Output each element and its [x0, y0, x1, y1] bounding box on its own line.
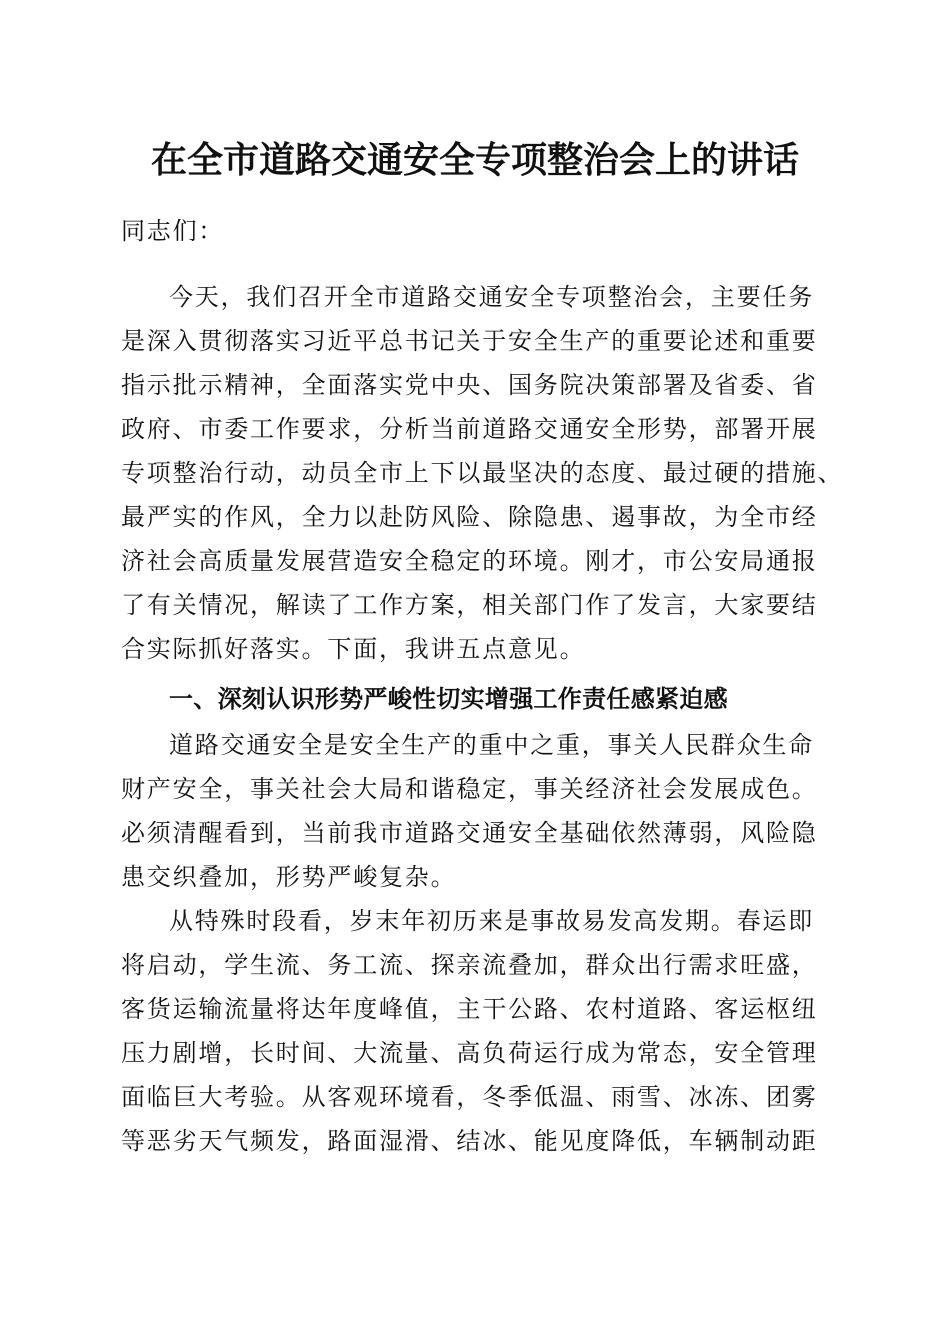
- paragraph-line: 压力剧增，长时间、大流量、高负荷运行成为常态，安全管理: [121, 1039, 818, 1067]
- paragraph-line: 患交织叠加，形势严峻复杂。: [121, 863, 457, 891]
- paragraph-line: 道路交通安全是安全生产的重中之重，事关人民群众生命: [169, 731, 814, 759]
- paragraph-line: 是深入贯彻落实习近平总书记关于安全生产的重要论述和重要: [121, 327, 818, 355]
- paragraph-line: 等恶劣天气频发，路面湿滑、结冰、能见度降低，车辆制动距: [121, 1127, 818, 1155]
- paragraph-line: 客货运输流量将达年度峰值，主干公路、农村道路、客运枢纽: [121, 995, 818, 1023]
- paragraph-line: 合实际抓好落实。下面，我讲五点意见。: [121, 635, 586, 663]
- document-title: 在全市道路交通安全专项整治会上的讲话: [150, 139, 799, 181]
- paragraph-line: 财产安全，事关社会大局和谐稳定，事关经济社会发展成色。: [121, 775, 818, 803]
- paragraph-line: 最严实的作风，全力以赴防风险、除隐患、遏事故，为全市经: [121, 503, 818, 531]
- paragraph-line: 政府、市委工作要求，分析当前道路交通安全形势，部署开展: [121, 415, 818, 443]
- paragraph-line: 济社会高质量发展营造安全稳定的环境。刚才，市公安局通报: [121, 547, 818, 575]
- paragraph-line: 专项整治行动，动员全市上下以最坚决的态度、最过硬的措施、: [121, 459, 844, 487]
- paragraph-line: 从特殊时段看，岁末年初历来是事故易发高发期。春运即: [169, 907, 814, 935]
- paragraph-line: 将启动，学生流、务工流、探亲流叠加，群众出行需求旺盛，: [121, 951, 818, 979]
- section-heading: 一、深刻认识形势严峻性切实增强工作责任感紧迫感: [169, 685, 728, 713]
- paragraph-line: 了有关情况，解读了工作方案，相关部门作了发言，大家要结: [121, 591, 818, 619]
- paragraph-line: 必须清醒看到，当前我市道路交通安全基础依然薄弱，风险隐: [121, 819, 818, 847]
- paragraph-line: 今天，我们召开全市道路交通安全专项整治会，主要任务: [169, 283, 814, 311]
- salutation: 同志们：: [121, 217, 225, 245]
- paragraph-line: 面临巨大考验。从客观环境看，冬季低温、雨雪、冰冻、团雾: [121, 1083, 818, 1111]
- paragraph-line: 指示批示精神，全面落实党中央、国务院决策部署及省委、省: [121, 371, 818, 399]
